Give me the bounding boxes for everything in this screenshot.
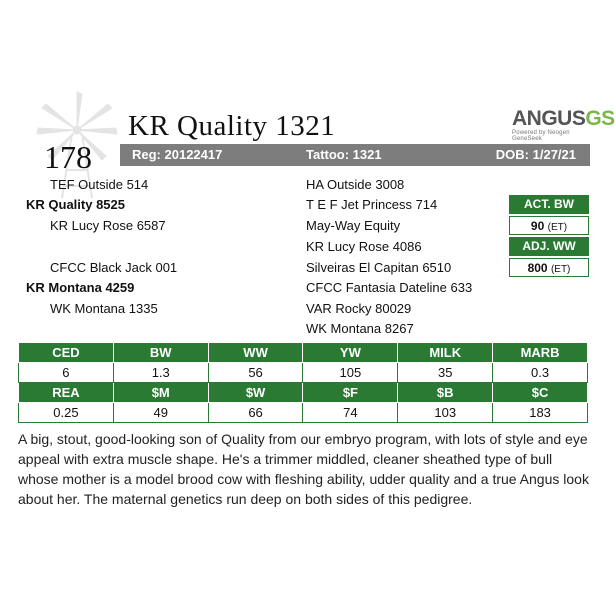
epd-header-ced: CED [19, 343, 114, 363]
pedigree-great-3: May-Way Equity [306, 218, 401, 233]
epd-value-ww: 56 [208, 363, 303, 383]
epd-header-c: $C [493, 383, 588, 403]
epd-header-yw: YW [303, 343, 398, 363]
adj-ww-label: ADJ. WW [509, 237, 589, 256]
pedigree-great-8: WK Montana 8267 [306, 321, 414, 336]
registration-bar [120, 144, 590, 166]
pedigree-dam: KR Montana 4259 [26, 280, 135, 295]
epd-value-m: 49 [113, 403, 208, 423]
act-bw-number: 90 [530, 219, 545, 233]
tattoo: Tattoo: 1321 [306, 147, 382, 162]
epd-header-row-1 [19, 343, 588, 363]
adj-ww-number: 800 [527, 261, 548, 275]
act-bw-suffix: (ET) [547, 222, 568, 233]
epd-value-f: 74 [303, 403, 398, 423]
pedigree-great-1: HA Outside 3008 [306, 177, 405, 192]
lot-number: 178 [44, 139, 92, 175]
epd-value-row-1 [19, 363, 588, 383]
act-bw-value [509, 216, 589, 235]
pedigree-great-6: CFCC Fantasia Dateline 633 [306, 280, 473, 295]
pedigree-great-2: T E F Jet Princess 714 [306, 197, 438, 212]
adj-ww-value [509, 258, 589, 277]
epd-value-row-2 [19, 403, 588, 423]
epd-header-bw: BW [113, 343, 208, 363]
angus-gs-logo [512, 107, 615, 144]
epd-value-marb: 0.3 [493, 363, 588, 383]
epd-table [18, 342, 588, 423]
date-of-birth: DOB: 1/27/21 [495, 147, 576, 162]
logo-tagline: Powered by Neogen GeneSeek [512, 130, 570, 142]
logo-accent: GS [585, 107, 615, 130]
epd-value-w: 66 [208, 403, 303, 423]
epd-value-milk: 35 [398, 363, 493, 383]
epd-header-milk: MILK [398, 343, 493, 363]
pedigree-great-5: Silveiras El Capitan 6510 [306, 260, 452, 275]
act-bw-label: ACT. BW [509, 195, 589, 214]
epd-header-b: $B [398, 383, 493, 403]
epd-header-ww: WW [208, 343, 303, 363]
epd-value-rea: 0.25 [19, 403, 114, 423]
epd-header-f: $F [303, 383, 398, 403]
pedigree-sire: KR Quality 8525 [26, 197, 125, 212]
animal-name: KR Quality 1321 [128, 110, 336, 142]
epd-value-bw: 1.3 [113, 363, 208, 383]
epd-header-rea: REA [19, 383, 114, 403]
epd-value-yw: 105 [303, 363, 398, 383]
adj-ww-suffix: (ET) [550, 264, 571, 275]
pedigree-dam-dam: WK Montana 1335 [50, 301, 158, 316]
lot-card [0, 84, 615, 518]
epd-header-marb: MARB [493, 343, 588, 363]
epd-header-m: $M [113, 383, 208, 403]
epd-value-ced: 6 [19, 363, 114, 383]
pedigree-great-4: KR Lucy Rose 4086 [306, 239, 422, 254]
registration-number: Reg: 20122417 [132, 147, 223, 162]
epd-header-row-2 [19, 383, 588, 403]
pedigree-sire-dam: KR Lucy Rose 6587 [50, 218, 166, 233]
lot-description: A big, stout, good-looking son of Quality from our embryo program, with lots of style and eye appeal with extra muscle shape. He's a trimmer middled, cleaner sheathed type of bull whose mother is a model brood cow with fleshing ability, udder quality and a true Angus look about her. The maternal genetics run deep on both sides of this pedigree. [18, 431, 589, 507]
epd-value-b: 103 [398, 403, 493, 423]
epd-value-c: 183 [493, 403, 588, 423]
epd-header-w: $W [208, 383, 303, 403]
logo-text: ANGUS [512, 107, 586, 130]
pedigree-dam-sire: CFCC Black Jack 001 [50, 260, 178, 275]
pedigree-sire-sire: TEF Outside 514 [50, 177, 149, 192]
pedigree-great-7: VAR Rocky 80029 [306, 301, 412, 316]
